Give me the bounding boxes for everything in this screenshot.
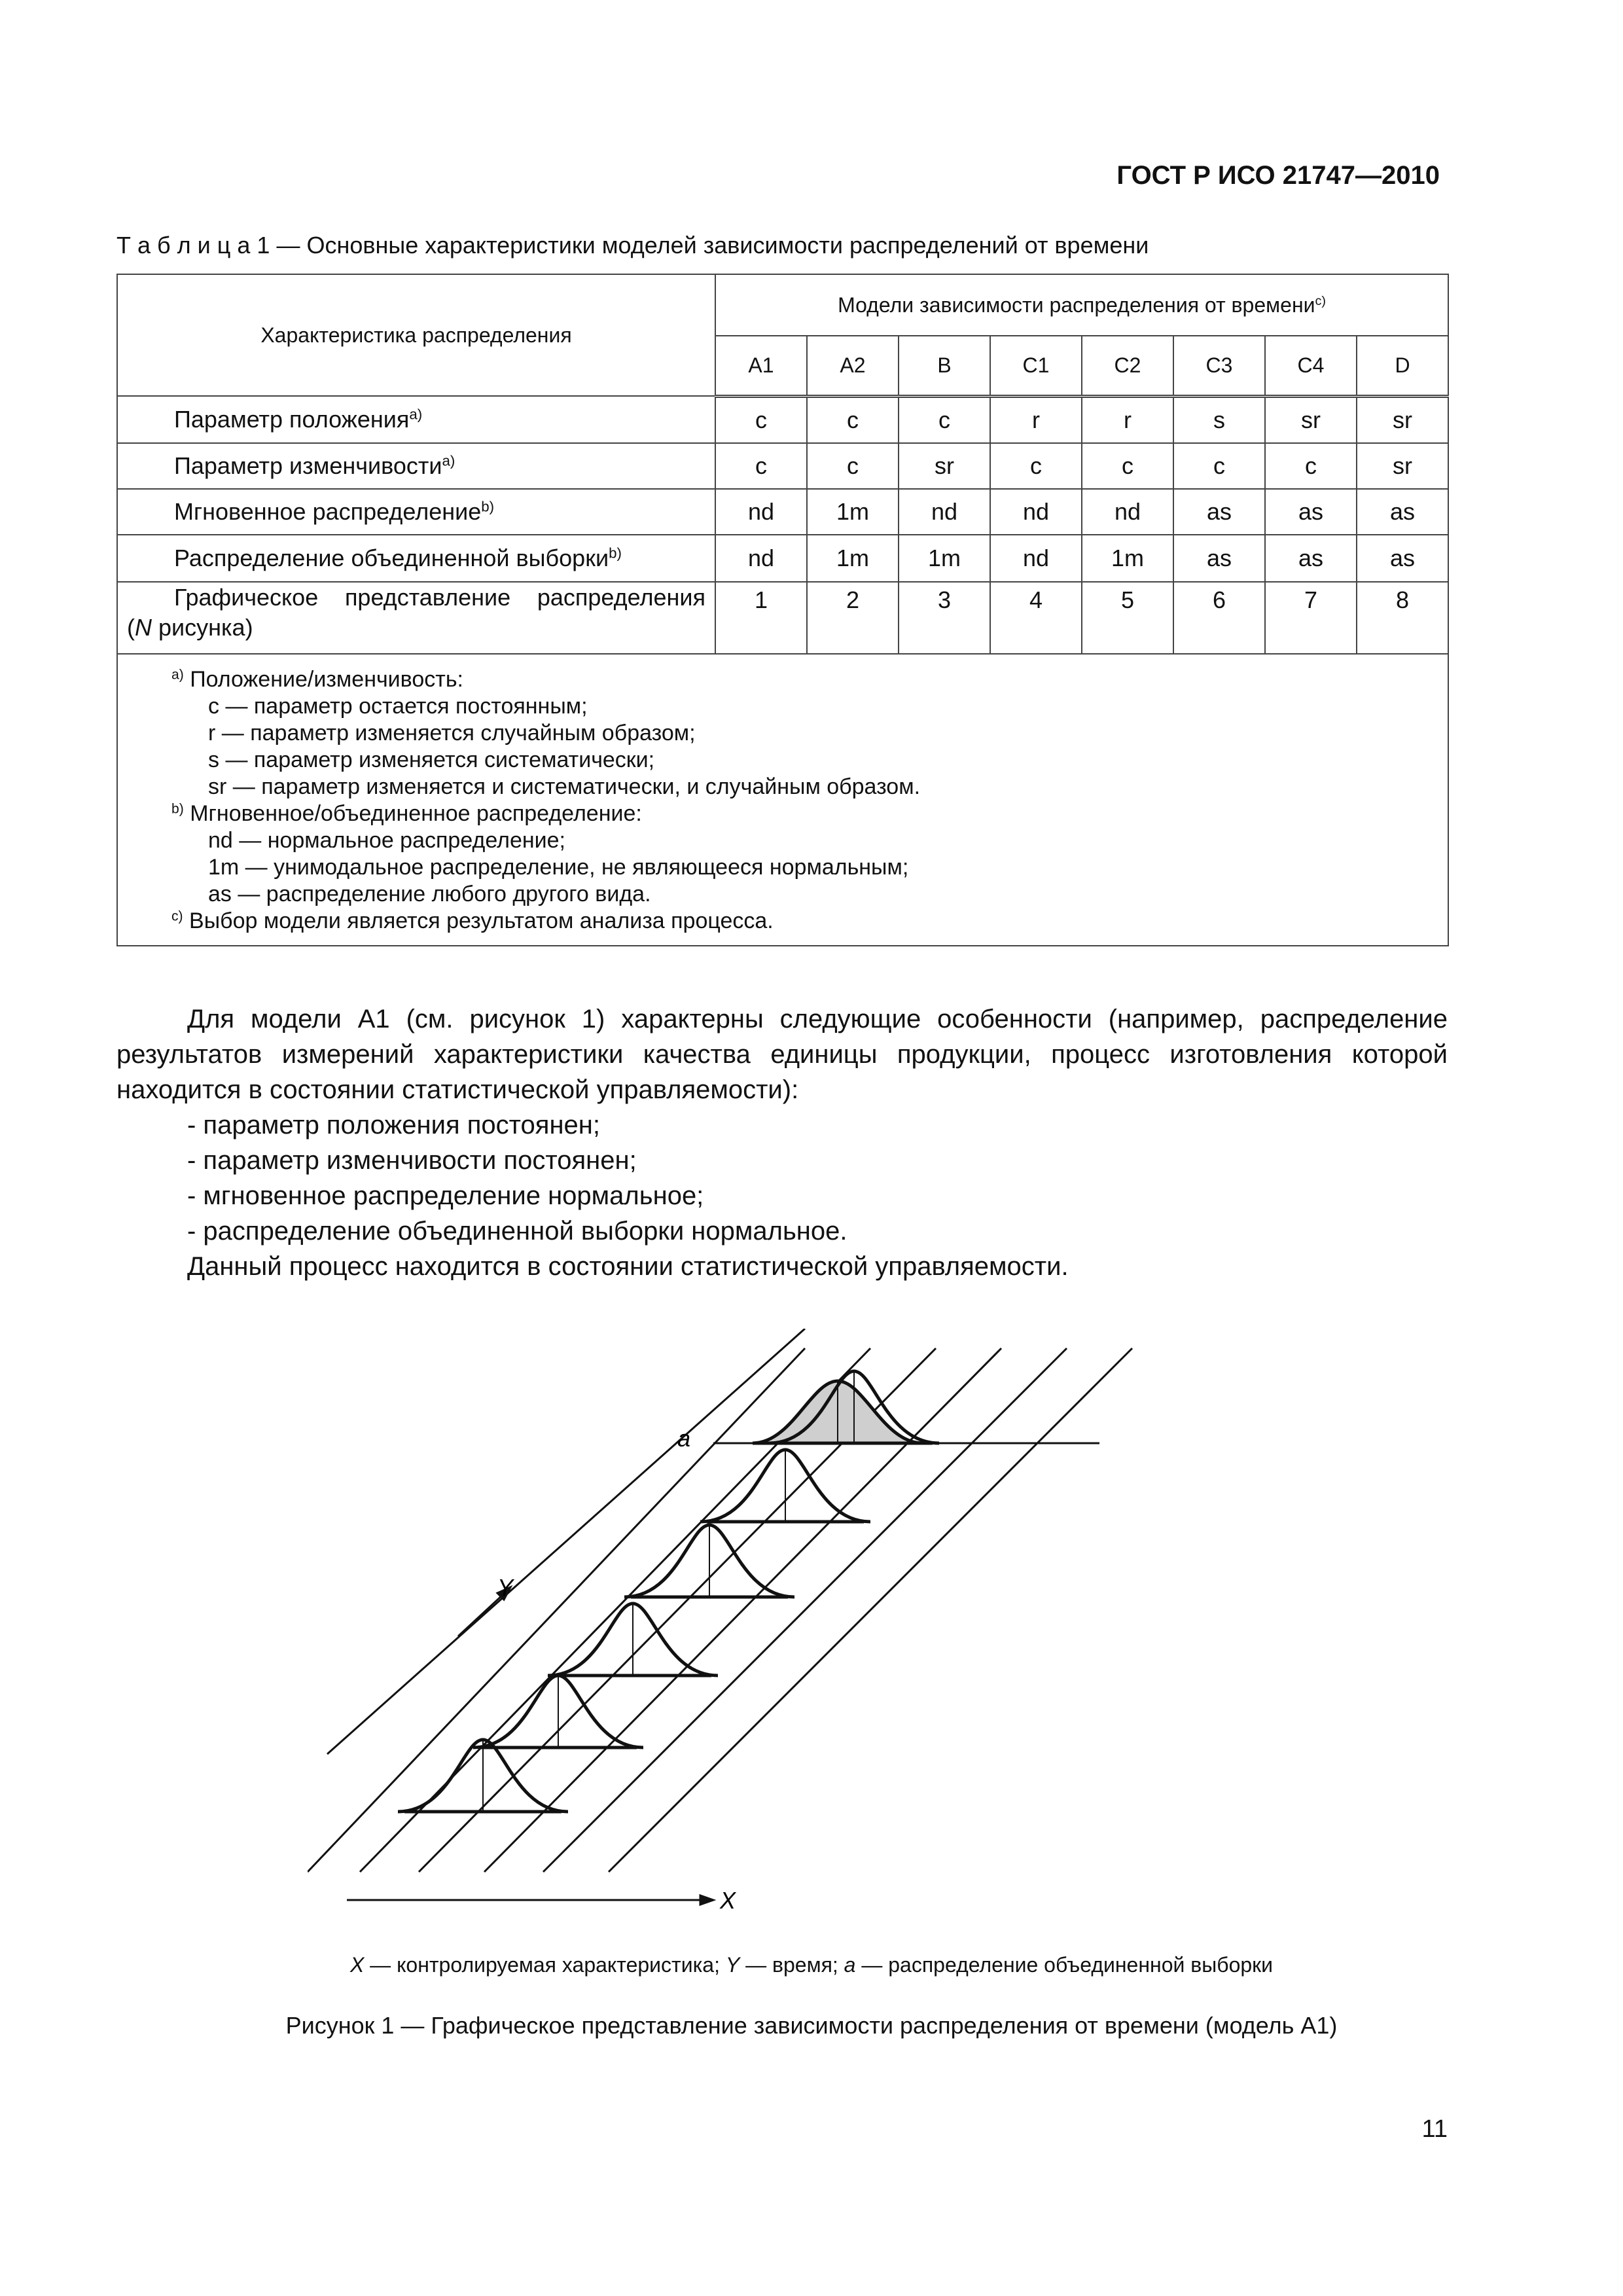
note-b-title [171,800,1448,827]
table-cell: as [1265,535,1357,582]
table-caption-text: 1 — Основные характеристики моделей зависимости распределений от времени [257,232,1149,259]
table-cell: c [807,443,899,489]
body-conclusion: Данный процесс находится в состоянии статистической управляемости. [187,1252,1069,1281]
characteristics-table [116,274,1449,946]
graph-label-line1: Графическое представление распределения [174,584,705,611]
note-b-title-text: Мгновенное/объединенное распределение: [190,801,642,826]
table-cell: 3 [899,582,990,654]
row-label-text: Параметр изменчивости [174,452,442,479]
table-cell: as [1173,535,1265,582]
table-cell: nd [1082,489,1173,535]
model-header: C3 [1173,336,1265,396]
header-models-text: Модели зависимости распределения от времени [838,293,1315,317]
pooled-label-a: a [677,1425,691,1452]
note-c-mark: c) [171,908,183,924]
bullet-item: - параметр изменчивости постоянен; [187,1146,637,1175]
table-cell: 1m [807,489,899,535]
table-row [117,582,1448,654]
bullet-item: - параметр положения постоянен; [187,1111,600,1139]
table-cell: sr [1357,396,1448,443]
figure-caption: Рисунок 1 — Графическое представление зависимости распределения от времени (модель A1) [285,2012,1338,2039]
table-caption [116,232,1149,259]
table-notes [117,654,1448,946]
table-row [117,535,1448,582]
table-cell: nd [899,489,990,535]
diagonal-lines [308,1329,1132,1872]
row-label-text: Распределение объединенной выборки [174,545,609,571]
body-text [116,1001,1448,1284]
table-cell: nd [990,489,1082,535]
note-item: nd — нормальное распределение; [208,828,565,853]
table-cell: c [1265,443,1357,489]
model-header: D [1357,336,1448,396]
row-label-note: b) [609,545,622,562]
table-notes-row [117,654,1448,946]
row-label [117,443,715,489]
figure-legend [131,1953,1492,1977]
graph-label-n: N [135,614,152,641]
table-cell: c [990,443,1082,489]
table-cell: 4 [990,582,1082,654]
header-models-note: c) [1315,293,1327,308]
table-cell: c [1082,443,1173,489]
model-header: C4 [1265,336,1357,396]
bullet-item: - распределение объединенной выборки нормальное. [187,1217,847,1246]
row-label-text: Мгновенное распределение [174,498,482,525]
row-label-note: a) [409,406,423,423]
table-cell: 2 [807,582,899,654]
header-models [715,274,1448,336]
model-header: A1 [715,336,807,396]
table-cell: c [1173,443,1265,489]
note-item: sr — параметр изменяется и систематически, и случайным образом. [208,774,921,799]
legend-y: Y [725,1953,740,1977]
table-cell: s [1173,396,1265,443]
table-cell: 5 [1082,582,1173,654]
row-label [117,535,715,582]
note-a-title [171,666,1448,693]
table-cell: as [1173,489,1265,535]
note-a-mark: a) [171,667,184,683]
legend-a: a [844,1953,856,1977]
table-cell: nd [990,535,1082,582]
note-a-title-text: Положение/изменчивость: [190,667,463,692]
row-label-note: b) [481,498,495,515]
row-label-text: Параметр положения [174,406,410,433]
legend-a-text: — распределение объединенной выборки [855,1953,1274,1977]
graph-label-paren: ( [127,614,135,641]
table-row [117,396,1448,443]
legend-y-text: — время; [740,1953,844,1977]
note-item: c — параметр остается постоянным; [208,694,588,719]
table-cell: sr [1357,443,1448,489]
table-cell: as [1265,489,1357,535]
table-cell: 1 [715,582,807,654]
bullet-item: - мгновенное распределение нормальное; [187,1181,704,1210]
page-number: 11 [1421,2115,1448,2143]
model-header: C2 [1082,336,1173,396]
model-header: A2 [807,336,899,396]
table-cell: sr [899,443,990,489]
table-cell: c [807,396,899,443]
row-label [117,396,715,443]
figure-distribution-diagram [308,1329,1250,1937]
x-axis-label: X [720,1887,736,1914]
table-cell: nd [715,535,807,582]
legend-x-text: — контролируемая характеристика; [364,1953,726,1977]
table-row [117,443,1448,489]
row-label [117,489,715,535]
table-cell: 1m [807,535,899,582]
y-axis-label: Y [497,1574,514,1601]
note-item: 1m — унимодальное распределение, не являющееся нормальным; [208,855,909,880]
table-cell: c [899,396,990,443]
note-item: as — распределение любого другого вида. [208,882,651,906]
body-paragraph: Для модели A1 (см. рисунок 1) характерны следующие особенности (например, распределение результатов измерений характеристики качества единицы продукции, процесс изготовления которой находится в состоянии статистической управляемости): [116,1005,1448,1104]
standard-header: ГОСТ Р ИСО 21747—2010 [1116,161,1440,190]
table-cell: 6 [1173,582,1265,654]
note-c-text: Выбор модели является результатом анализа процесса. [189,908,774,933]
row-label-graph [117,582,715,654]
note-item: r — параметр изменяется случайным образом; [208,721,696,745]
graph-label-rest: рисунка) [152,614,253,641]
x-axis-arrow [347,1895,713,1905]
note-b-mark: b) [171,801,184,817]
table-cell: 7 [1265,582,1357,654]
note-c [171,908,1448,935]
table-cell: 1m [899,535,990,582]
table-cell: r [1082,396,1173,443]
model-header: C1 [990,336,1082,396]
table-cell: as [1357,535,1448,582]
graph-label-line2 [127,613,705,643]
table-cell: 8 [1357,582,1448,654]
note-item: s — параметр изменяется систематически; [208,747,655,772]
table-cell: c [715,396,807,443]
model-header: B [899,336,990,396]
table-cell: c [715,443,807,489]
table-cell: 1m [1082,535,1173,582]
table-cell: nd [715,489,807,535]
legend-x: X [349,1953,365,1977]
table-cell: as [1357,489,1448,535]
header-characteristic: Характеристика распределения [117,274,715,396]
table-cell: sr [1265,396,1357,443]
table-cell: r [990,396,1082,443]
table-row [117,489,1448,535]
table-caption-prefix: Т а б л и ц а [116,232,251,259]
row-label-note: a) [442,452,455,469]
